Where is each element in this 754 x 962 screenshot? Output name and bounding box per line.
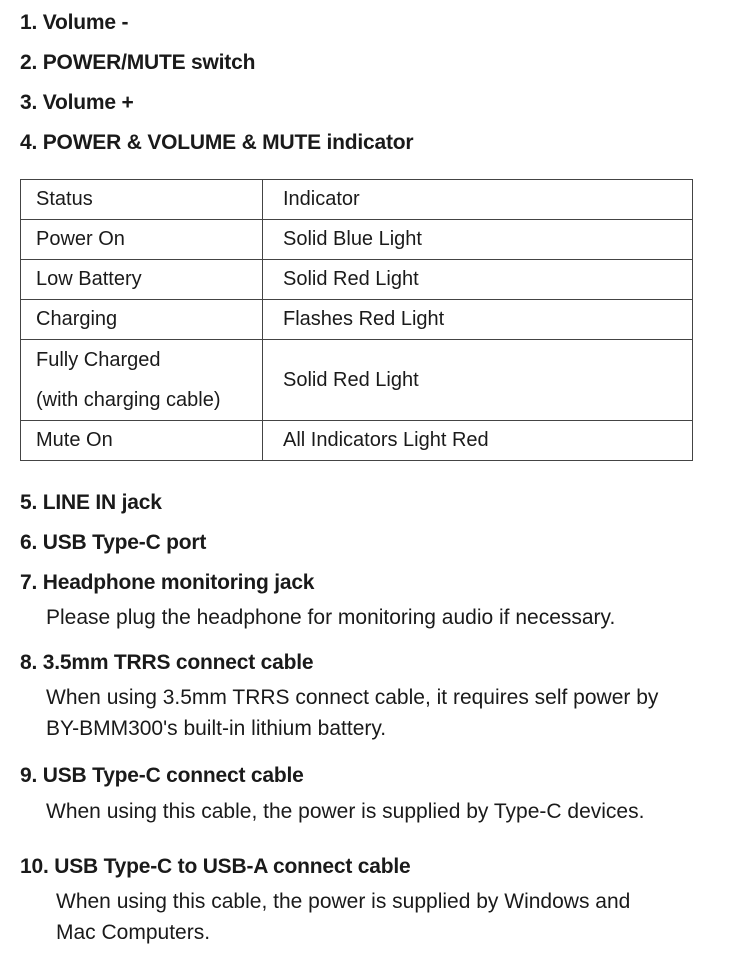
status-cell: Charging xyxy=(21,300,263,340)
item-2-title: 2. POWER/MUTE switch xyxy=(20,51,256,74)
item-7-desc: Please plug the headphone for monitoring audio if necessary. xyxy=(46,606,616,629)
indicator-table xyxy=(20,179,693,461)
indicator-cell: Flashes Red Light xyxy=(263,300,693,340)
item-10-desc-line-1: When using this cable, the power is supplied by Windows and xyxy=(56,890,631,913)
table-row xyxy=(21,260,693,300)
item-5-title: 5. LINE IN jack xyxy=(20,491,162,514)
status-cell xyxy=(21,340,263,421)
status-cell: Power On xyxy=(21,220,263,260)
indicator-cell: All Indicators Light Red xyxy=(263,421,693,461)
item-8-desc-line-1: When using 3.5mm TRRS connect cable, it requires self power by xyxy=(46,686,659,709)
table-row xyxy=(21,421,693,461)
status-line-1: Fully Charged xyxy=(36,349,161,371)
table-row xyxy=(21,340,693,421)
item-8-desc-line-2: BY-BMM300's built-in lithium battery. xyxy=(46,717,387,740)
item-9-title: 9. USB Type-C connect cable xyxy=(20,764,304,787)
table-row xyxy=(21,300,693,340)
status-line-2: (with charging cable) xyxy=(36,389,221,411)
item-9-desc: When using this cable, the power is supplied by Type-C devices. xyxy=(46,800,645,823)
table-row xyxy=(21,220,693,260)
status-cell: Low Battery xyxy=(21,260,263,300)
indicator-cell: Solid Red Light xyxy=(263,340,693,421)
item-6-title: 6. USB Type-C port xyxy=(20,531,207,554)
table-header-row xyxy=(21,180,693,220)
header-status: Status xyxy=(21,180,263,220)
item-4-title: 4. POWER & VOLUME & MUTE indicator xyxy=(20,131,414,154)
item-10-title: 10. USB Type-C to USB-A connect cable xyxy=(20,855,411,878)
status-cell: Mute On xyxy=(21,421,263,461)
item-3-title: 3. Volume + xyxy=(20,91,134,114)
item-1-title: 1. Volume - xyxy=(20,11,129,34)
item-10-desc-line-2: Mac Computers. xyxy=(56,921,211,944)
indicator-cell: Solid Red Light xyxy=(263,260,693,300)
item-7-title: 7. Headphone monitoring jack xyxy=(20,571,315,594)
indicator-cell: Solid Blue Light xyxy=(263,220,693,260)
item-8-title: 8. 3.5mm TRRS connect cable xyxy=(20,651,314,674)
header-indicator: Indicator xyxy=(263,180,693,220)
